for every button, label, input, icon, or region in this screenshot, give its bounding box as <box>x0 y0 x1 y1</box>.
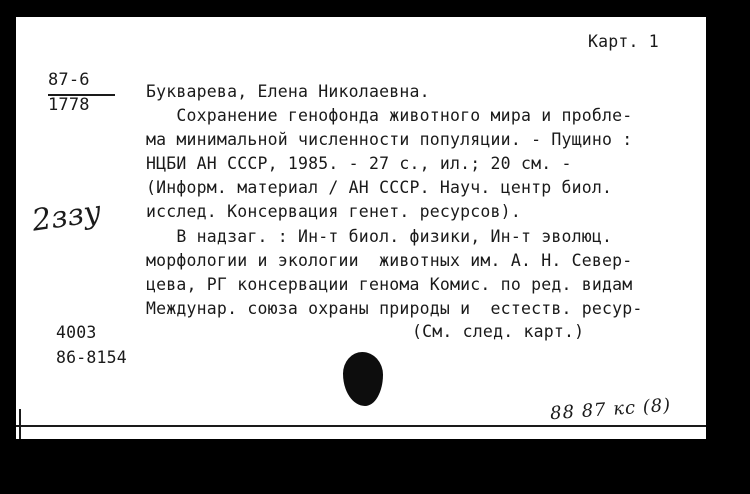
bottom-rule <box>16 425 706 427</box>
body-line: Сохранение генофонда животного мира и пробле- <box>146 106 633 125</box>
body-line: Междунар. союза охраны природы и естеств. ресур- <box>146 299 643 318</box>
body-line: морфологии и экологии животных им. А. Н. Север- <box>146 251 633 270</box>
catalog-card <box>16 17 706 439</box>
body-line: В надзаг. : Ин-т биол. физики, Ин-т эволюц. <box>146 227 613 246</box>
card-number: Карт. 1 <box>588 32 659 51</box>
left-edge-tick <box>19 409 21 439</box>
shelfmark-top: 87-6 <box>48 70 90 90</box>
handwritten-mark-left: 2ззу <box>29 194 104 239</box>
ink-blot <box>343 352 383 406</box>
continued-note: (См. след. карт.) <box>412 322 585 341</box>
body-line: (Информ. материал / АН СССР. Науч. центр биол. <box>146 178 613 197</box>
inventory-number: 4003 <box>56 323 97 342</box>
body-line: ма минимальной численности популяции. - Пущино : <box>146 130 633 149</box>
author-heading: Букварева, Елена Николаевна. <box>146 82 430 101</box>
body-line: НЦБИ АН СССР, 1985. - 27 с., ил.; 20 см. - <box>146 154 572 173</box>
handwritten-mark-bottom-right: 88 87 кс (8) <box>549 394 672 425</box>
registration-number: 86-8154 <box>56 348 127 367</box>
body-line: исслед. Консервация генет. ресурсов). <box>146 202 521 221</box>
body-line: цева, РГ консервации генома Комис. по ред. видам <box>146 275 633 294</box>
shelfmark-bottom: 1778 <box>48 95 90 115</box>
